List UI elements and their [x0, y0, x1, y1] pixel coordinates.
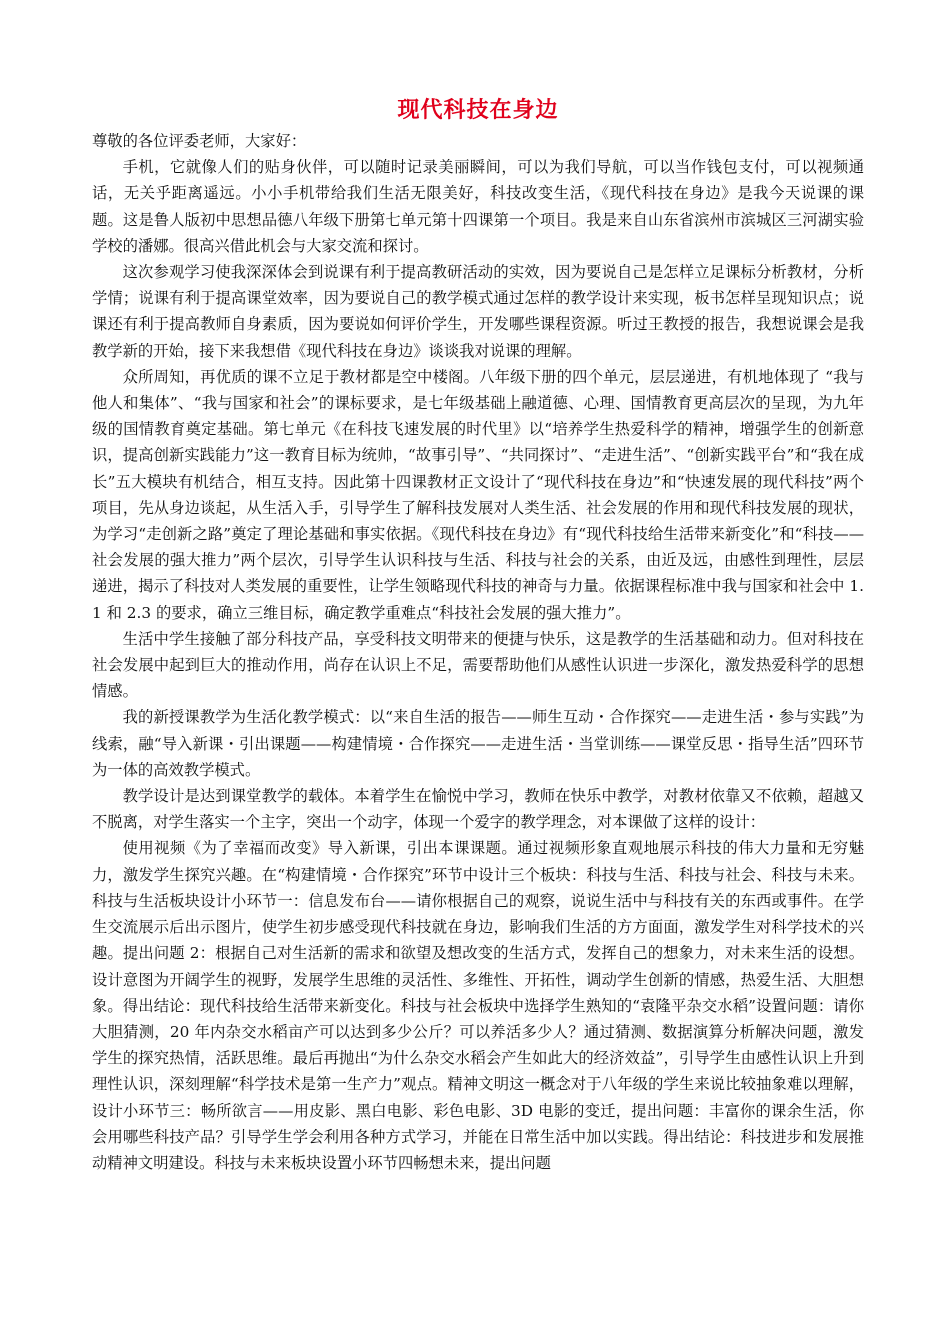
greeting: 尊敬的各位评委老师，大家好： [92, 132, 307, 150]
paragraph-5: 我的新授课教学为生活化教学模式：以“来自生活的报告——师生互动・合作探究——走进生活・参与实践”为线索，融“导入新课・引出课题——构建情境・合作探究——走进生活・当堂训练——课堂反思・指导生活”四环节为一体的高效教学模式。 [92, 708, 864, 779]
paragraph-6: 教学设计是达到课堂教学的载体。本着学生在愉悦中学习，教师在快乐中教学，对教材依靠又不依赖，超越又不脱离，对学生落实一个主字，突出一个动字，体现一个爱字的教学理念，对本课做了这样的设计： [92, 787, 864, 832]
paragraph-3: 众所周知，再优质的课不立足于教材都是空中楼阁。八年级下册的四个单元，层层递进，有机地体现了 “我与他人和集体”、“我与国家和社会”的课标要求，是七年级基础上融道德、心理、国情教育更高层次的呈现，为九年级的国情教育奠定基础。第七单元《在科技飞速发展的时代里》以“培养学生热爱科学的精神，增强学生的创新意识，提高创新实践能力”这一教育目标为统帅，“故事引导”、“共同探讨”、“走进生活”、“创新实践平台”和“我在成长”五大模块有机结合，相互支持。因此第十四课教材正文设计了“现代科技在身边”和“快速发展的现代科技”两个项目，先从身边谈起，从生活入手，引导学生了解科技发展对人类生活、社会发展的作用和现代科技发展的现状，为学习“走创新之路”奠定了理论基础和事实依据。《现代科技在身边》有“现代科技给生活带来新变化”和“科技——社会发展的强大推力”两个层次，引导学生认识科技与生活、科技与社会的关系，由近及远，由感性到理性，层层递进，揭示了科技对人类发展的重要性，让学生领略现代科技的神奇与力量。依据课程标准中我与国家和社会中 1.1 和 2.3 的要求，确立三维目标，确定教学重难点“科技社会发展的强大推力”。 [92, 367, 864, 622]
paragraph-4: 生活中学生接触了部分科技产品，享受科技文明带来的便捷与快乐，这是教学的生活基础和动力。但对科技在社会发展中起到巨大的推动作用，尚存在认识上不足，需要帮助他们从感性认识进一步深化，激发热爱科学的思想情感。 [92, 629, 864, 701]
paragraph-2: 这次参观学习使我深深体会到说课有利于提高教研活动的实效，因为要说自己是怎样立足课标分析教材，分析学情；说课有利于提高课堂效率，因为要说自己的教学模式通过怎样的教学设计来实现，板书怎样呈现知识点；说课还有利于提高教师自身素质，因为要说如何评价学生，开发哪些课程资源。听过王教授的报告，我想说课会是我教学新的开始，接下来我想借《现代科技在身边》谈谈我对说课的理解。 [92, 263, 864, 360]
document-page [92, 96, 864, 1176]
paragraph-1: 手机，它就像人们的贴身伙伴，可以随时记录美丽瞬间，可以为我们导航，可以当作钱包支付，可以视频通话，无关乎距离遥远。小小手机带给我们生活无限美好，科技改变生活，《现代科技在身边》是我今天说课的课题。这是鲁人版初中思想品德八年级下册第七单元第十四课第一个项目。我是来自山东省滨州市滨城区三河湖实验学校的潘娜。很高兴借此机会与大家交流和探讨。 [92, 158, 864, 255]
document-title: 现代科技在身边 [397, 98, 559, 123]
paragraph-7: 使用视频《为了幸福而改变》导入新课，引出本课课题。通过视频形象直观地展示科技的伟大力量和无穷魅力，激发学生探究兴趣。在“构建情境・合作探究”环节中设计三个板块：科技与生活、科技与社会、科技与未来。科技与生活板块设计小环节一：信息发布台——请你根据自己的观察，说说生活中与科技有关的东西或事件。在学生交流展示后出示图片，使学生初步感受现代科技就在身边，影响我们生活的方方面面，激发学生对科学技术的兴趣。提出问题 2：根据自己对生活新的需求和欲望及想改变的生活方式，发挥自己的想象力，对未来生活的设想。设计意图为开阔学生的视野，发展学生思维的灵活性、多维性、开拓性，调动学生创新的情感，热爱生活、大胆想象。得出结论：现代科技给生活带来新变化。科技与社会板块中选择学生熟知的“袁隆平杂交水稻”设置问题：请你大胆猜测，20 年内杂交水稻亩产可以达到多少公斤？可以养活多少人？通过猜测、数据演算分析解决问题，激发学生的探究热情，活跃思维。最后再抛出“为什么杂交水稻会产生如此大的经济效益”，引导学生由感性认识上升到理性认识，深刻理解“科学技术是第一生产力”观点。精神文明这一概念对于八年级的学生来说比较抽象难以理解，设计小环节三：畅所欲言——用皮影、黑白电影、彩色电影、3D 电影的变迁，提出问题：丰富你的课余生活，你会用哪些科技产品？引导学生学会利用各种方式学习，并能在日常生活中加以实践。得出结论：科技进步和发展推动精神文明建设。科技与未来板块设置小环节四畅想未来，提出问题 [92, 839, 864, 1172]
